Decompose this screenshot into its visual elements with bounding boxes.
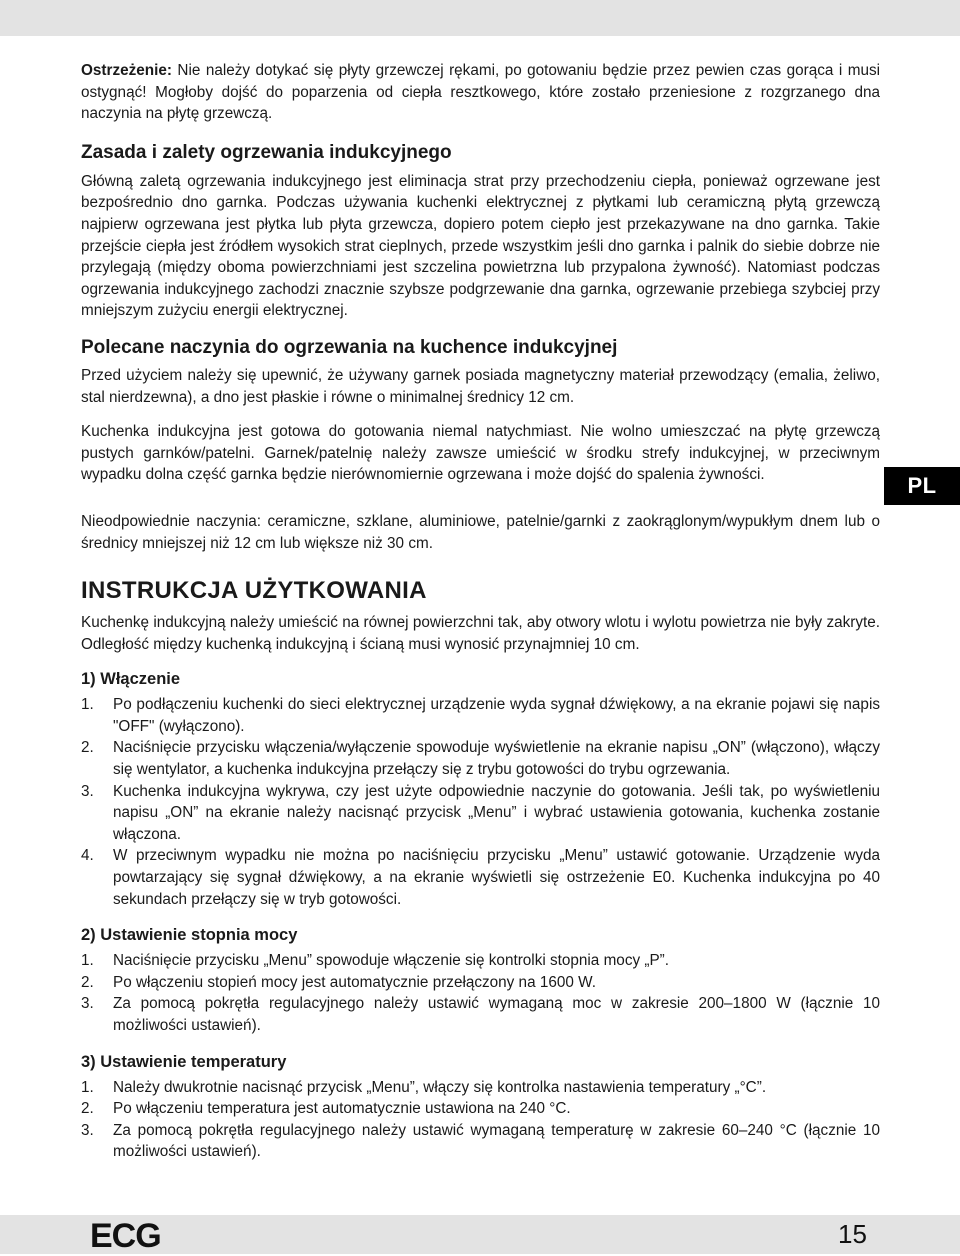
list-text: Po włączeniu stopień mocy jest automatycznie przełączony na 1600 W.: [113, 973, 596, 991]
list-item: [81, 1077, 880, 1099]
list-number: 2.: [81, 739, 94, 757]
list-number: 4.: [81, 847, 94, 865]
list-text: W przeciwnym wypadku nie można po naciśnięciu przycisku „Menu” ustawić gotowanie. Urządzenie wyda powtarzający się sygnał dźwiękowy, a na ekranie wyświetli się ostrzeżenie E0. Kuchenka indukcyjna po 40 sekundach przełączy się w tryb gotowości.: [113, 847, 880, 908]
list-item: [81, 993, 880, 1036]
list-number: 2.: [81, 973, 94, 991]
list-text: Naciśnięcie przycisku „Menu” spowoduje włączenie się kontrolki stopnia mocy „P”.: [113, 952, 670, 970]
cookware-paragraph-1: Przed użyciem należy się upewnić, że używany garnek posiada magnetyczny materiał przewodzący (emalia, żeliwo, stal nierdzewna), a dno jest płaskie i równe o minimalnej średnicy 12 cm.: [81, 366, 880, 406]
list-number: 3.: [81, 1121, 94, 1139]
page-number: 15: [838, 1219, 867, 1249]
ecg-logo: ECG: [90, 1217, 161, 1255]
list-text: Po podłączeniu kuchenki do sieci elektrycznej urządzenie wyda sygnał dźwiękowy, a na ekranie pojawi się napis "OFF" (wyłączono).: [113, 696, 880, 735]
language-tab: PL: [884, 467, 960, 505]
section-temperature-heading: 3) Ustawienie temperatury: [81, 1052, 287, 1071]
list-number: 1.: [81, 952, 94, 970]
list-number: 1.: [81, 1078, 94, 1096]
list-number: 1.: [81, 696, 94, 714]
section-power-level-heading: 2) Ustawienie stopnia mocy: [81, 926, 298, 945]
list-text: Naciśnięcie przycisku włączenia/wyłączenie spowoduje wyświetlenie na ekranie napisu „ON” (włączono), włączy się wentylator, a kuchenka indukcyjna przełączy się z trybu gotowości do trybu ogrzewania.: [113, 739, 880, 779]
list-text: Po włączeniu temperatura jest automatycznie ustawiona na 240 °C.: [113, 1100, 571, 1118]
list-number: 3.: [81, 782, 94, 800]
induction-heading: Zasada i zalety ogrzewania indukcyjnego: [81, 141, 452, 163]
cookware-paragraph-3: Nieodpowiednie naczynia: ceramiczne, szklane, aluminiowe, patelnie/garnki z zaokrąglonym/wypukłym dnem lub o średnicy mniejszej niż 12 cm lub większe niż 30 cm.: [81, 512, 880, 552]
list-text: Kuchenka indukcyjna wykrywa, czy jest użyte odpowiednie naczynie do gotowania. Jeśli tak, po wyświetleniu napisu „ON” na ekranie należy nacisnąć przycisk „Menu” i wybrać ustawienia gotowania, kuchenka zostanie włączona.: [113, 782, 880, 843]
list-number: 3.: [81, 995, 94, 1013]
list-item: [81, 781, 880, 846]
cookware-heading: Polecane naczynia do ogrzewania na kuchence indukcyjnej: [81, 336, 618, 358]
top-gray-band: [0, 0, 960, 36]
list-item: [81, 737, 880, 780]
list-item: [81, 694, 880, 737]
list-item: [81, 1120, 880, 1163]
instructions-intro: Kuchenkę indukcyjną należy umieścić na równej powierzchni tak, aby otwory wlotu i wylotu powietrza nie były zakryte. Odległość między kuchenką indukcyjną i ścianą musi wynosić przynajmniej 10 cm.: [81, 614, 880, 653]
warning-text: Nie należy dotykać się płyty grzewczej rękami, po gotowaniu będzie przez pewien czas gorąca i musi ostygnąć! Mogłoby dojść do poparzenia od ciepła resztkowego, które zostało przeniesione z rozgrzanego dna naczynia na płytę grzewczą.: [81, 62, 880, 123]
warning-label: Ostrzeżenie:: [81, 62, 172, 79]
list-text: Za pomocą pokrętła regulacyjnego należy ustawić wymaganą temperaturę w zakresie 60–240 °C (łącznie 10 możliwości ustawień).: [113, 1121, 880, 1161]
power-level-list: [81, 950, 880, 1036]
list-item: [81, 950, 880, 972]
section-power-on-heading: 1) Włączenie: [81, 670, 181, 689]
list-item: [81, 972, 880, 994]
cookware-paragraph-2: Kuchenka indukcyjna jest gotowa do gotowania niemal natychmiast. Nie wolno umieszczać na płytę grzewczą pustych garnków/patelni. Garnek/patelnię należy zawsze umieścić w środku strefy indukcyjnej, w przeciwnym wypadku dolna część garnka będzie nierównomiernie ogrzewana i może dojść do spalenia żywności.: [81, 423, 880, 484]
induction-text: Główną zaletą ogrzewania indukcyjnego jest eliminacja strat przy przechodzeniu ciepła, ponieważ ogrzewane jest bezpośrednio dno garnka. Podczas używania kuchenki elektrycznej z płytkami lub ceramiczną płytą grzewczą najpierw ogrzewana jest płytka lub płyta grzewcza, dopiero potem ciepło jest przekazywane na dno garnka. Takie przejście ciepła jest źródłem wysokich strat cieplnych, przede wszystkim jeśli dno garnka i palnik do siebie dobrze nie przylegają (między oboma powierzchniami jest szczelina powietrzna lub przypalona żywność). Natomiast podczas ogrzewania indukcyjnego zachodzi znacznie szybsze podgrzewanie dna garnka, ogrzewanie przebiega szybciej przy mniejszym zużyciu energii elektrycznej.: [81, 172, 880, 320]
list-item: [81, 845, 880, 910]
page-content: [81, 60, 880, 1163]
temperature-list: [81, 1077, 880, 1163]
list-number: 2.: [81, 1100, 94, 1118]
list-text: Należy dwukrotnie nacisnąć przycisk „Menu”, włączy się kontrolka nastawienia temperatury „°C”.: [113, 1078, 767, 1096]
warning-paragraph: [81, 60, 880, 125]
list-text: Za pomocą pokrętła regulacyjnego należy ustawić wymaganą moc w zakresie 200–1800 W (łącznie 10 możliwości ustawień).: [113, 995, 880, 1034]
instructions-heading: INSTRUKCJA UŻYTKOWANIA: [81, 577, 427, 605]
power-on-list: [81, 694, 880, 910]
list-item: [81, 1098, 880, 1120]
